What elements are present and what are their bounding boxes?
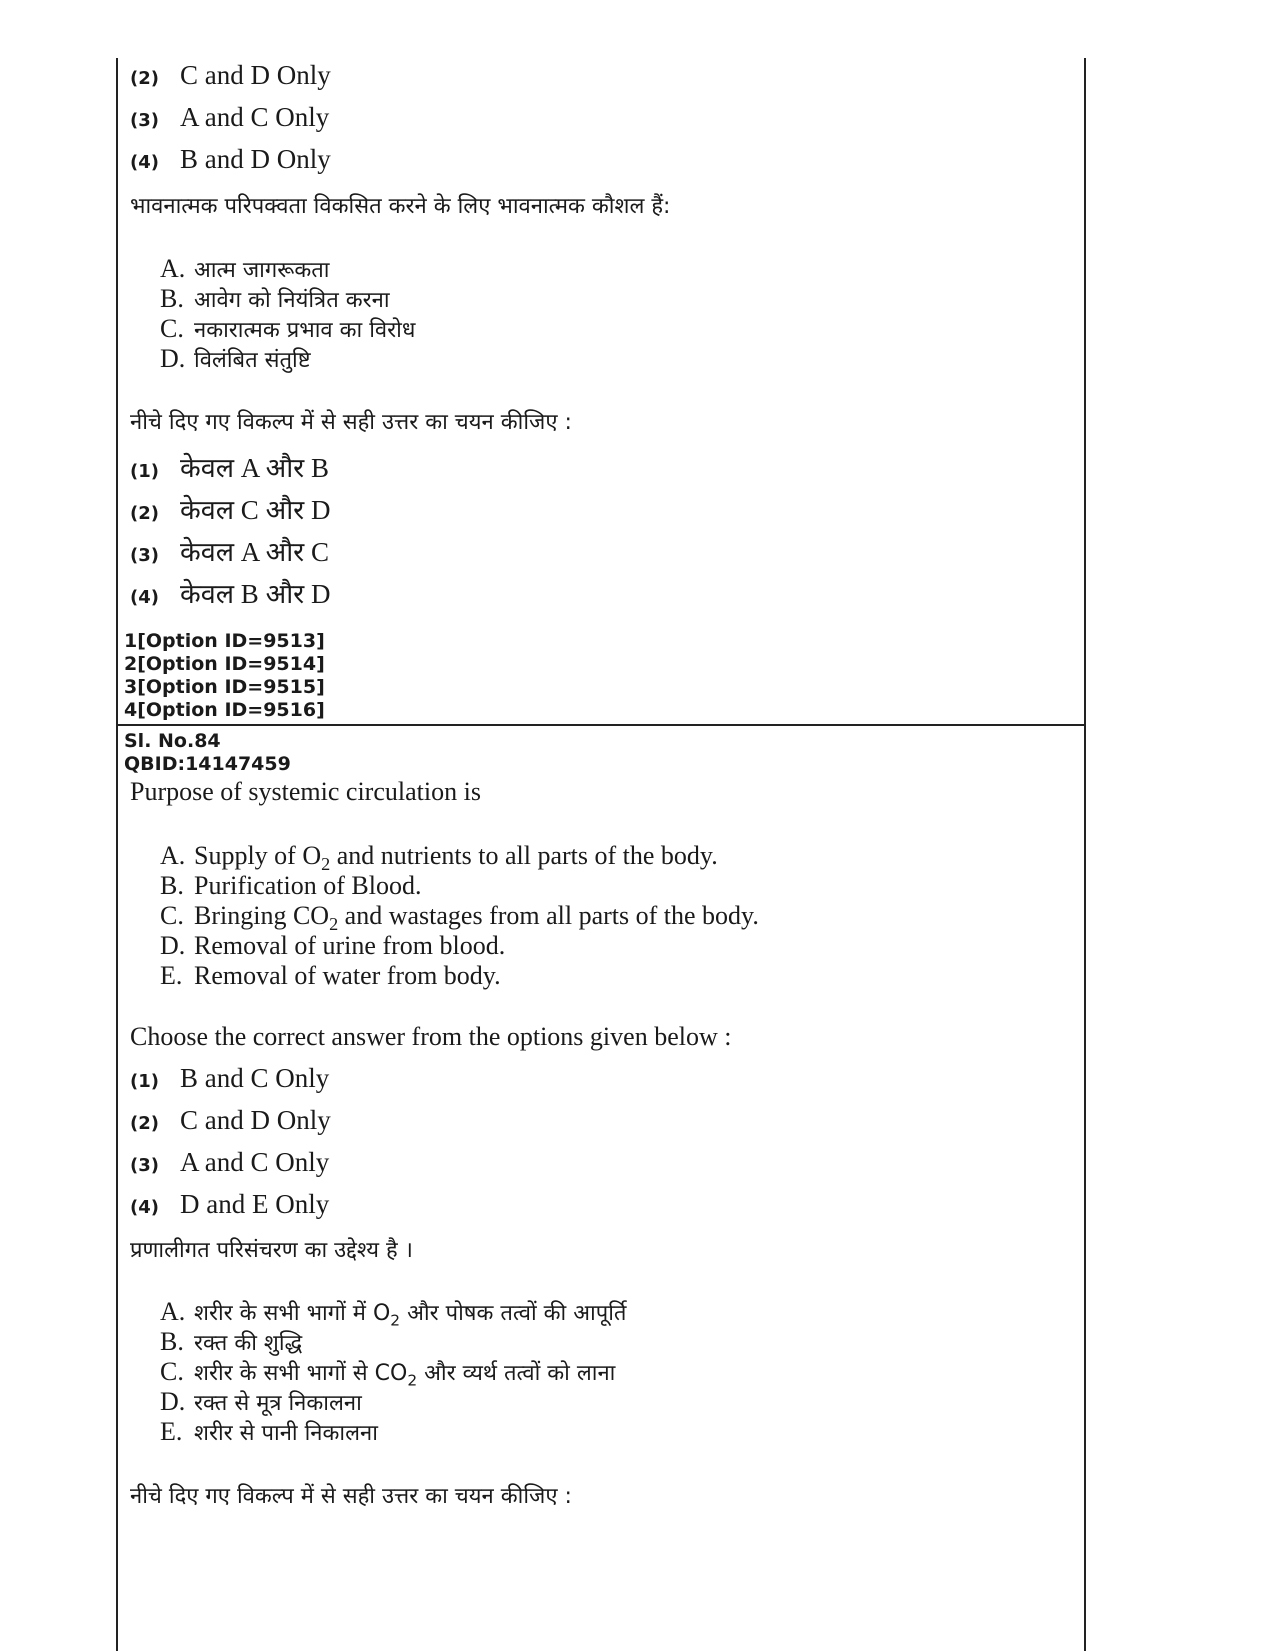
option-text: केवल C और D [180,495,331,525]
option-number: (4) [130,1197,159,1218]
option-text: केवल A और B [180,453,329,483]
statement-letter: B. [160,284,184,313]
statement-text: आवेग को नियंत्रित करना [194,288,390,313]
choose-instruction-hindi: नीचे दिए गए विकल्प में से सही उत्तर का चयन कीजिए : [130,1484,572,1509]
option-text: C and D Only [180,1105,331,1135]
option-text: केवल A और C [180,537,329,567]
question-frame [116,58,1086,1651]
option-number: (3) [130,110,159,131]
option-row [130,102,329,133]
statement-letter: E. [160,1417,183,1446]
option-row [130,60,331,91]
option-number: (2) [130,1113,159,1134]
option-id: 3[Option ID=9515] [124,676,325,698]
statement-letter: A. [160,841,186,870]
option-text: B and D Only [180,144,331,174]
statement-row [160,871,421,901]
question-text-hindi: भावनात्मक परिपक्वता विकसित करने के लिए भावनात्मक कौशल हैं: [130,194,671,219]
statement-letter: C. [160,901,184,930]
option-id: 1[Option ID=9513] [124,630,325,652]
option-text: B and C Only [180,1063,330,1093]
statement-letter: A. [160,1297,186,1326]
option-number: (1) [130,461,159,482]
statement-letter: E. [160,961,183,990]
statement-letter: C. [160,1357,184,1386]
qbid: QBID:14147459 [124,753,291,775]
statement-text: शरीर के सभी भागों से $CO_2$ और व्यर्थ तत्वों को लाना [194,1361,616,1390]
option-number: (4) [130,152,159,173]
statement-row [160,1327,302,1357]
statement-row [160,344,311,374]
option-row [130,532,329,569]
statement-text: Bringing $CO_2$ and wastages from all parts of the body. [194,901,759,935]
option-row [130,574,330,611]
option-number: (2) [130,68,159,89]
statement-row [160,1417,378,1447]
option-number: (3) [130,1155,159,1176]
statement-text: रक्त की शुद्धि [194,1331,303,1356]
option-text: D and E Only [180,1189,330,1219]
statement-text: Supply of $O_2$ and nutrients to all parts of the body. [194,841,718,875]
option-row [130,490,330,527]
statement-row [160,284,390,314]
option-number: (4) [130,587,159,608]
statement-letter: D. [160,1387,186,1416]
option-number: (2) [130,503,159,524]
statement-text: Removal of urine from blood. [194,931,506,960]
statement-row [160,931,505,961]
option-text: A and C Only [180,102,330,132]
option-id: 4[Option ID=9516] [124,699,325,721]
option-id: 2[Option ID=9514] [124,653,325,675]
statement-letter: B. [160,1327,184,1356]
question-text: Purpose of systemic circulation is [130,777,481,806]
statement-letter: B. [160,871,184,900]
statement-row [160,314,415,344]
statement-row [160,1387,362,1417]
statement-text: आत्म जागरूकता [194,258,330,283]
statement-text: Purification of Blood. [194,871,422,900]
statement-row [160,254,329,284]
statement-row [160,1297,626,1329]
statement-letter: D. [160,344,186,373]
question-text-hindi: प्रणालीगत परिसंचरण का उद्देश्य है । [130,1238,413,1263]
option-row [130,1147,329,1178]
option-row [130,1063,329,1094]
option-row [130,448,329,485]
option-number: (3) [130,545,159,566]
statement-letter: C. [160,314,184,343]
statement-text: रक्त से मूत्र निकालना [194,1391,362,1416]
serial-number: Sl. No.84 [124,730,221,752]
statement-text: शरीर के सभी भागों में $O_2$ और पोषक तत्वों की आपूर्ति [194,1301,627,1330]
choose-instruction: Choose the correct answer from the options given below : [130,1022,732,1051]
option-text: A and C Only [180,1147,330,1177]
choose-instruction-hindi: नीचे दिए गए विकल्प में से सही उत्तर का चयन कीजिए : [130,410,572,435]
option-text: C and D Only [180,60,331,90]
statement-text: नकारात्मक प्रभाव का विरोध [194,318,416,343]
option-text: केवल B और D [180,579,331,609]
option-row [130,1189,329,1220]
statement-text: विलंबित संतुष्टि [194,348,311,373]
statement-row [160,961,501,991]
statement-row [160,1357,615,1389]
statement-letter: D. [160,931,186,960]
statement-text: Removal of water from body. [194,961,501,990]
question-divider [118,724,1084,726]
option-row [130,1105,331,1136]
option-row [130,144,331,175]
statement-letter: A. [160,254,186,283]
option-number: (1) [130,1071,159,1092]
statement-text: शरीर से पानी निकालना [194,1421,378,1446]
